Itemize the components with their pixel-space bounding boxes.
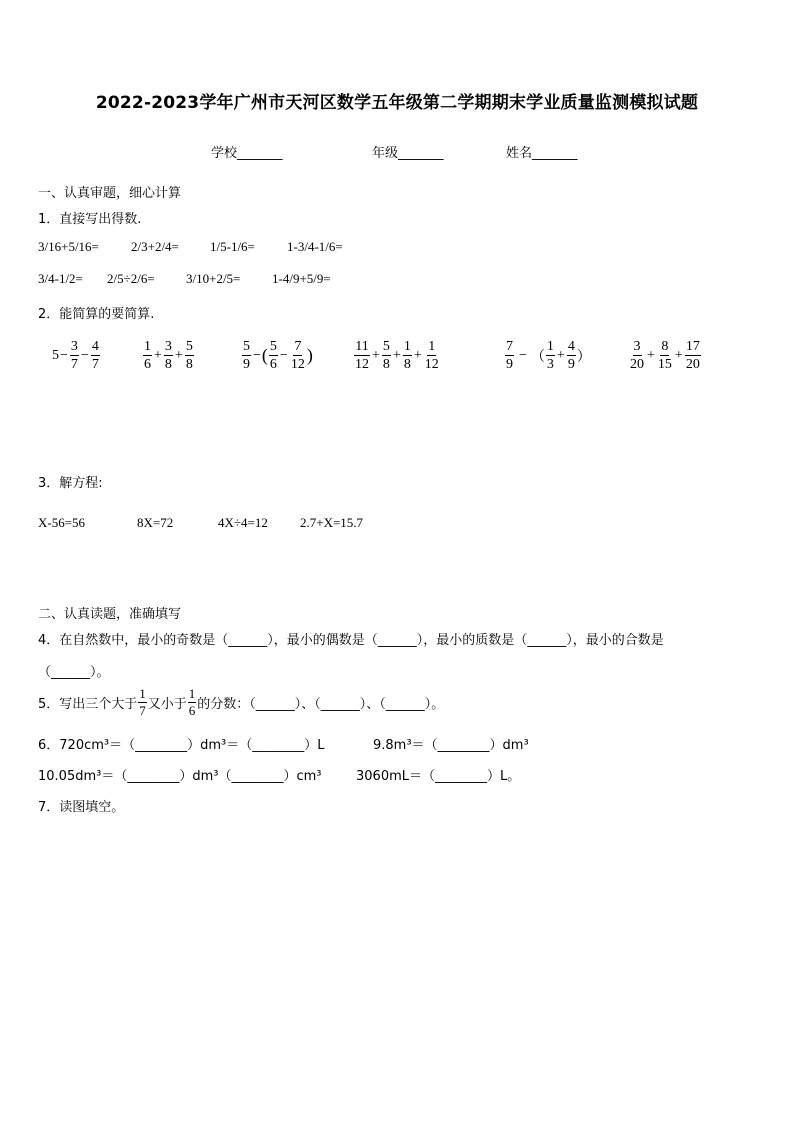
- fraction: $\frac{7}{12}$: [290, 339, 305, 372]
- q1-row1-item: 2/3+2/4=: [131, 239, 179, 254]
- fraction: $\frac{3}{7}$: [70, 339, 78, 372]
- fraction: $\frac{5}{8}$: [185, 339, 193, 372]
- section1-heading: 一、认真审题，细心计算: [38, 186, 182, 201]
- q3-equation: 8X=72: [137, 515, 174, 530]
- fraction: $\frac{8}{15}$: [657, 339, 672, 372]
- fraction: $\frac{11}{12}$: [355, 339, 369, 372]
- operator: +: [647, 347, 655, 363]
- q1-row2-item: 3/4-1/2=: [38, 271, 83, 286]
- page-title: 2022-2023学年广州市天河区数学五年级第二学期期末学业质量监测模拟试题: [95, 93, 699, 113]
- operator: −: [253, 347, 261, 363]
- fraction: $\frac{1}{12}$: [424, 339, 439, 372]
- q4-line2: （______）。: [38, 665, 110, 680]
- operator: +: [674, 347, 683, 363]
- q5-prefix: 5．写出三个大于: [38, 697, 138, 712]
- fraction: $\frac{1}{7}$: [139, 686, 146, 718]
- q2-expression-4: [353, 338, 441, 373]
- fraction: $\frac{4}{9}$: [567, 339, 575, 372]
- fraction: $\frac{1}{8}$: [403, 339, 411, 372]
- q5-suffix: 的分数：（______）、（______）、（______）。: [197, 697, 445, 712]
- school-field: 学校_______: [211, 146, 283, 161]
- whole-number: 5: [52, 347, 59, 363]
- q2-expression-2: [142, 338, 195, 373]
- q1-row1-item: 3/16+5/16=: [38, 239, 99, 254]
- q2-expression-1: [52, 338, 101, 373]
- q3-equation: 2.7+X=15.7: [300, 515, 364, 530]
- section2-heading: 二、认真读题，准确填写: [38, 607, 182, 622]
- q2-expression-6: [628, 338, 702, 373]
- fraction: $\frac{1}{3}$: [546, 339, 554, 372]
- fraction: $\frac{5}{8}$: [382, 339, 390, 372]
- q3-equation: 4X÷4=12: [218, 515, 268, 530]
- q6-line1-a: 6．720cm³＝（________）dm³＝（________）L: [38, 738, 325, 753]
- q2-expression-3: [241, 338, 313, 373]
- q5: [38, 686, 444, 719]
- left-paren: （: [530, 349, 545, 365]
- left-paren: (: [261, 345, 268, 365]
- operator: −: [80, 347, 89, 363]
- grade-field: 年级_______: [372, 146, 444, 161]
- operator: +: [392, 347, 401, 363]
- q5-middle: 又小于: [147, 697, 187, 712]
- fraction: $\frac{4}{7}$: [91, 339, 99, 372]
- right-paren: ）: [576, 349, 591, 365]
- q6-line1-b: 9.8m³＝（________）dm³: [373, 738, 529, 753]
- q3-equation: X-56=56: [38, 515, 86, 530]
- fraction: $\frac{1}{6}$: [144, 339, 151, 372]
- operator: +: [413, 347, 422, 363]
- q1-label: 1．直接写出得数.: [38, 212, 142, 227]
- operator: +: [556, 347, 565, 363]
- q7: 7．读图填空。: [38, 800, 125, 815]
- fraction: $\frac{3}{8}$: [164, 339, 172, 372]
- operator: +: [174, 347, 183, 363]
- q1-row1-item: 1/5-1/6=: [210, 239, 255, 254]
- q6-line2-b: 3060mL＝（________）L。: [356, 769, 521, 784]
- q1-row2-item: 1-4/9+5/9=: [272, 271, 331, 286]
- q2-expression-5: [504, 338, 591, 373]
- fraction: $\frac{3}{20}$: [630, 339, 644, 372]
- fraction: $\frac{17}{20}$: [685, 339, 700, 372]
- q3-label: 3．解方程:: [38, 476, 103, 491]
- operator: −: [519, 347, 527, 363]
- operator: −: [279, 347, 288, 363]
- q4-line1: 4．在自然数中，最小的奇数是（______），最小的偶数是（______），最小的质数是（______），最小的合数是: [38, 633, 664, 648]
- operator: +: [372, 347, 380, 363]
- q2-label: 2．能简算的要简算.: [38, 307, 155, 322]
- fraction: $\frac{1}{6}$: [188, 686, 196, 718]
- q1-row1-item: 1-3/4-1/6=: [287, 239, 343, 254]
- name-field: 姓名_______: [506, 146, 578, 161]
- fraction: $\frac{5}{9}$: [243, 339, 250, 372]
- right-paren: ): [306, 345, 313, 365]
- q6-line2-a: 10.05dm³＝（________）dm³（________）cm³: [38, 769, 322, 784]
- q1-row2-item: 3/10+2/5=: [186, 271, 241, 286]
- fraction: $\frac{5}{6}$: [269, 339, 277, 372]
- operator: +: [154, 347, 162, 363]
- fraction: $\frac{7}{9}$: [506, 339, 513, 372]
- q1-row2-item: 2/5÷2/6=: [107, 271, 155, 286]
- operator: −: [60, 347, 68, 363]
